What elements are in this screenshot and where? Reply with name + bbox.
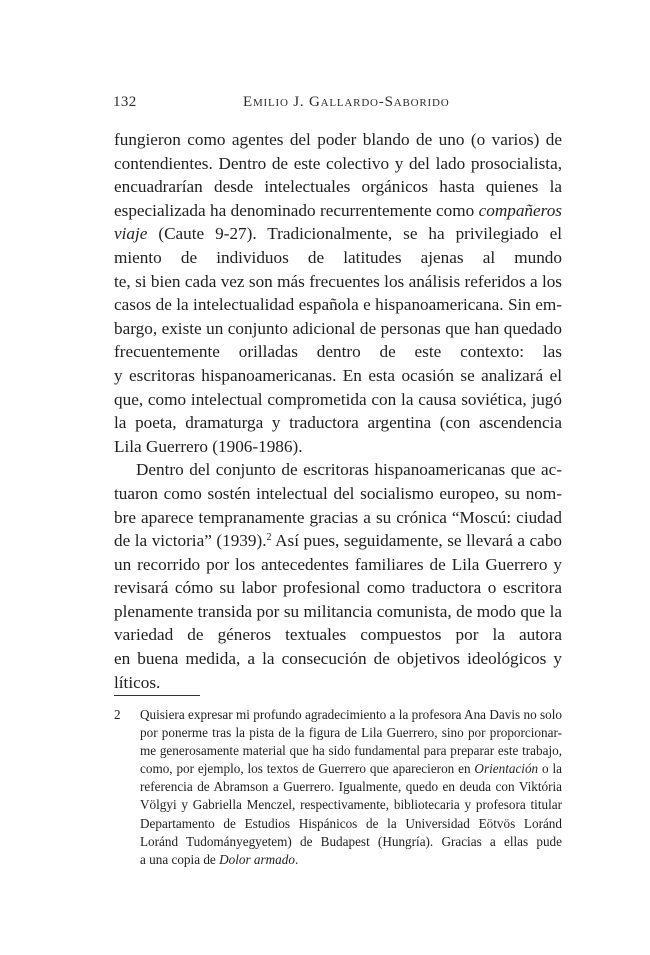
text-span: a una copia de — [140, 851, 220, 867]
text-span: Loránd Tudományegyetem) de Budapest (Hungría). Gracias a ellas pude — [140, 833, 562, 849]
text-span: bargo, existe un conjunto adicional de personas que han quedado — [114, 318, 562, 338]
text-line — [140, 706, 562, 724]
text-line — [114, 246, 562, 270]
text-line — [114, 647, 562, 671]
text-line — [114, 435, 562, 459]
text-span: me generosamente material que ha sido fundamental para preparar este trabajo, — [140, 743, 562, 759]
text-span: encuadrarían desde intelectuales orgánicos hasta quienes la — [114, 177, 562, 197]
page-number: 132 — [113, 94, 137, 110]
paragraph-2 — [114, 458, 562, 694]
text-span: frecuentemente orilladas dentro de este contexto: las — [114, 342, 562, 362]
text-line — [140, 742, 562, 760]
text-line — [114, 340, 562, 364]
text-span: Así pues, seguidamente, se llevará a cabo — [271, 531, 562, 551]
text-span: en buena medida, a la consecución de objetivos ideológicos y — [114, 649, 562, 669]
text-line — [140, 724, 562, 742]
text-line — [140, 796, 562, 814]
text-span: por ponerme tras la pista de la figura de Lila Guerrero, sino por proporcionar- — [140, 725, 562, 741]
text-line — [114, 482, 562, 506]
text-line — [114, 199, 562, 223]
text-line — [140, 778, 562, 796]
text-line — [114, 222, 562, 246]
running-header — [113, 94, 545, 116]
paragraph-1 — [114, 128, 562, 458]
italic-phrase: compañeros — [478, 200, 562, 220]
text-line — [114, 364, 562, 388]
text-line — [140, 851, 562, 869]
text-span: o la — [538, 761, 562, 777]
text-span: tuaron como sostén intelectual del socialismo europeo, su nom- — [114, 483, 562, 503]
text-span: un recorrido por los antecedentes familiares de Lila Guerrero y — [114, 554, 562, 574]
footnote-number: 2 — [114, 707, 121, 722]
text-line — [114, 152, 562, 176]
text-span: especializada ha denominado recurrentemente como — [114, 200, 479, 220]
text-span: referencia de Abramson a Guerrero. Igualmente, quedo en deuda con Viktória — [140, 779, 562, 795]
text-span: . — [294, 851, 299, 867]
text-line — [114, 317, 562, 341]
text-span: revisará cómo su labor profesional como traductora o escritora — [114, 578, 562, 598]
text-span: líticos. — [114, 672, 161, 692]
text-span: la poeta, dramaturga y traductora argentina (con ascendencia — [114, 413, 562, 433]
text-line — [114, 458, 562, 482]
text-line — [114, 529, 562, 553]
text-line — [114, 293, 562, 317]
text-line — [140, 760, 562, 778]
text-span: plenamente transida por su militancia comunista, de modo que la — [114, 601, 562, 621]
text-line — [114, 671, 562, 695]
text-line — [114, 175, 562, 199]
italic-title: Dolor armado — [219, 851, 295, 867]
text-line — [114, 506, 562, 530]
text-span: contendientes. Dentro de este colectivo y del lado prosocialista, — [114, 153, 562, 173]
text-line — [114, 411, 562, 435]
text-span: Quisiera expresar mi profundo agradecimiento a la profesora Ana Davis no solo — [140, 707, 562, 722]
text-span: Lila Guerrero (1906-1986). — [114, 436, 303, 456]
text-span: (Caute 9-27). Tradicionalmente, se ha privilegiado el — [158, 224, 562, 244]
text-span: fungieron como agentes del poder blando de uno (o varios) de — [114, 130, 562, 149]
text-span: miento de individuos de latitudes ajenas al mundo — [114, 247, 562, 267]
body-text — [114, 128, 562, 694]
text-line — [114, 600, 562, 624]
text-span: como, por ejemplo, los textos de Guerrero que aparecieron en — [140, 761, 475, 777]
text-span: de la victoria” (1939). — [114, 531, 267, 551]
text-span: Dentro del conjunto de escritoras hispanoamericanas que ac- — [136, 460, 562, 480]
footnote-text — [140, 706, 562, 869]
text-line — [114, 623, 562, 647]
text-line — [114, 553, 562, 577]
text-line — [114, 388, 562, 412]
text-span: casos de la intelectualidad española e hispanoamericana. Sin em- — [114, 295, 562, 315]
text-line — [114, 128, 562, 152]
footnote-divider — [114, 695, 200, 696]
text-line — [140, 833, 562, 851]
text-span: Völgyi y Gabriella Menczel, respectivamente, bibliotecaria y profesora titular — [140, 797, 562, 813]
text-line — [114, 270, 562, 294]
text-span: que, como intelectual comprometida con la causa soviética, jugó — [114, 389, 562, 409]
text-line — [140, 815, 562, 833]
text-span: Departamento de Estudios Hispánicos de la Universidad Eötvös Loránd — [140, 815, 562, 831]
text-span: variedad de géneros textuales compuestos por la autora — [114, 625, 562, 645]
footnote-reference[interactable]: 2 — [266, 532, 272, 544]
text-line — [114, 576, 562, 600]
italic-title: Orientación — [474, 761, 539, 777]
text-span: bre aparece tempranamente gracias a su crónica “Moscú: ciudad — [114, 507, 562, 527]
text-span: te, si bien cada vez son más frecuentes los análisis referidos a los — [114, 271, 562, 291]
text-span: y escritoras hispanoamericanas. En esta ocasión se analizará el — [114, 365, 562, 385]
author-name: Emilio J. Gallardo-Saborido — [243, 94, 450, 110]
italic-phrase: viaje — [114, 224, 148, 244]
